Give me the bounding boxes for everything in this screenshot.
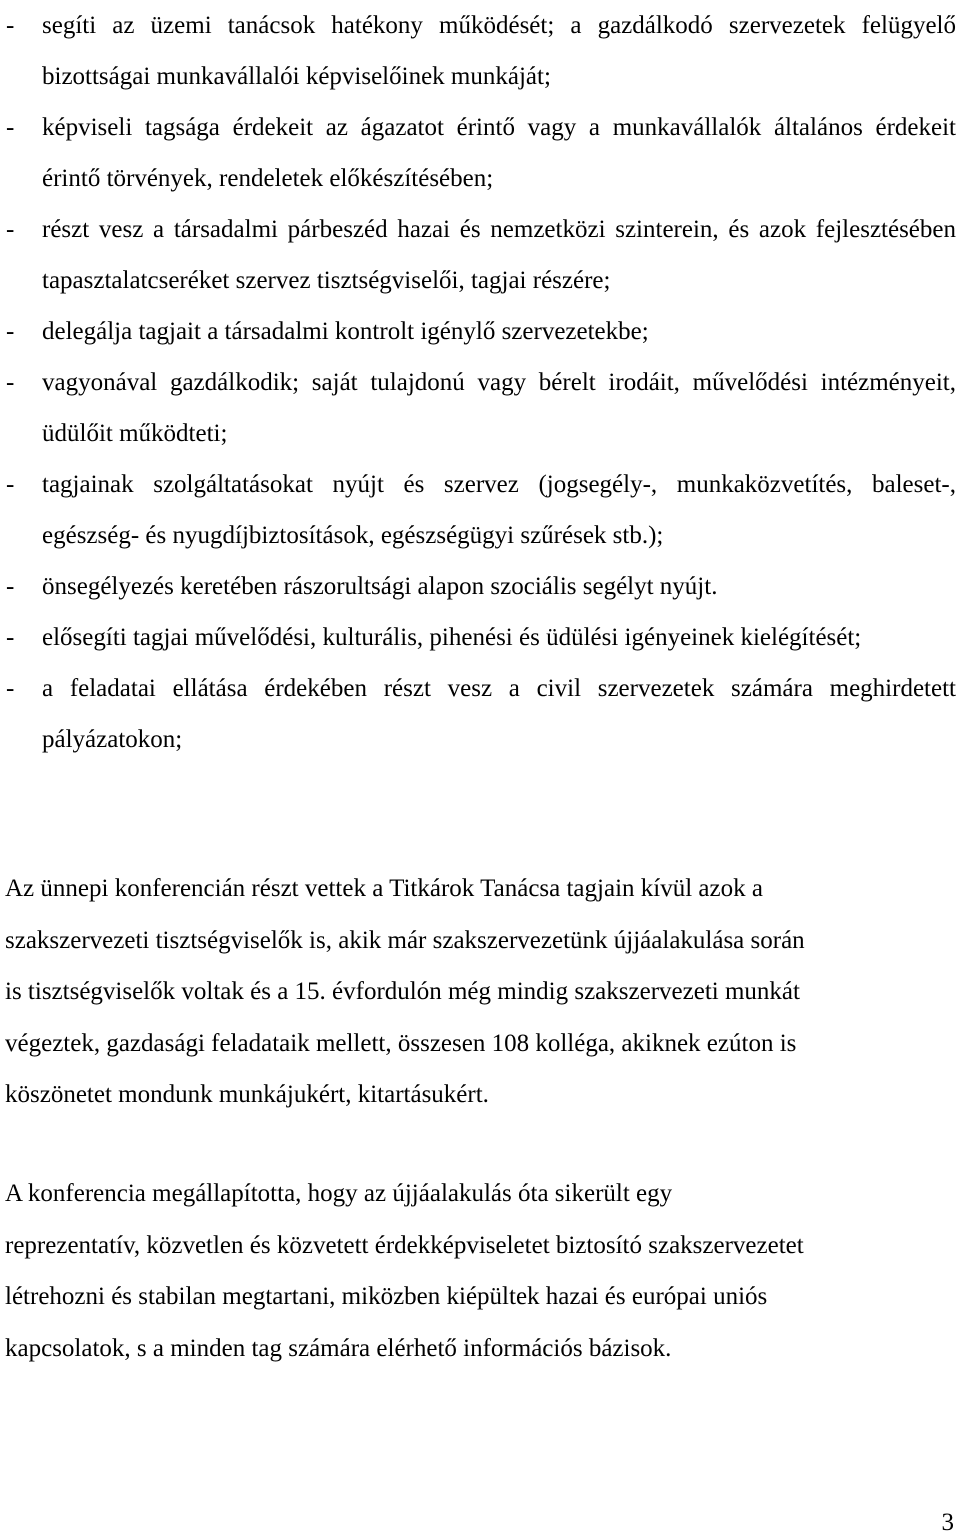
bullet-dash: -: [6, 216, 15, 243]
list-item: [0, 612, 960, 663]
paragraph-line: létrehozni és stabilan megtartani, miközben kiépültek hazai és európai uniós: [5, 1283, 768, 1310]
bullet-text: vagyonával gazdálkodik; saját tulajdonú vagy bérelt irodáit, művelődési intézményeit, üdülőit működteti;: [42, 369, 956, 447]
conference-attendees-paragraph: [5, 863, 955, 1121]
list-item: [0, 204, 960, 306]
paragraph-line: is tisztségviselők voltak és a 15. évfordulón még mindig szakszervezeti munkát: [5, 978, 800, 1005]
list-item: [0, 561, 960, 612]
list-item: [0, 357, 960, 459]
paragraph-line: reprezentatív, közvetlen és közvetett érdekképviseletet biztosító szakszervezetet: [5, 1231, 804, 1259]
bullet-text: segíti az üzemi tanácsok hatékony működését; a gazdálkodó szervezetek felügyelő bizottságai munkavállalói képviselőinek munkáját;: [42, 12, 956, 90]
bullet-text: részt vesz a társadalmi párbeszéd hazai és nemzetközi szinterein, és azok fejlesztésében tapasztalatcseréket szervez tisztségviselői, tagjai részére;: [42, 216, 956, 294]
bullet-dash: -: [6, 573, 15, 600]
bullet-text: a feladatai ellátása érdekében részt vesz a civil szervezetek számára meghirdetett pályázatokon;: [42, 675, 956, 753]
list-item: [0, 663, 960, 765]
bullet-dash: -: [6, 12, 15, 39]
paragraph-line: Az ünnepi konferencián részt vettek a Titkárok Tanácsa tagjain kívül azok a: [5, 875, 763, 902]
paragraph-line: végeztek, gazdasági feladataik mellett, összesen 108 kolléga, akiknek ezúton is: [5, 1029, 797, 1057]
paragraph-line: köszönetet mondunk munkájukért, kitartásukért.: [5, 1081, 489, 1108]
paragraph-line: kapcsolatok, s a minden tag számára elérhető információs bázisok.: [5, 1334, 672, 1362]
bullet-dash: -: [6, 369, 15, 396]
bullet-dash: -: [6, 471, 15, 498]
paragraph-line: szakszervezeti tisztségviselők is, akik már szakszervezetünk újjáalakulása során: [5, 926, 805, 954]
bullet-dash: -: [6, 675, 15, 702]
list-item: [0, 102, 960, 204]
list-item: [0, 306, 960, 357]
paragraph-line: A konferencia megállapította, hogy az újjáalakulás óta sikerült egy: [5, 1180, 673, 1207]
conference-conclusion-paragraph: [5, 1168, 955, 1374]
page-number: 3: [941, 1509, 954, 1536]
bullet-list: [0, 0, 960, 765]
list-item: [0, 0, 960, 102]
bullet-text: delegálja tagjait a társadalmi kontrolt igénylő szervezetekbe;: [42, 318, 649, 345]
bullet-dash: -: [6, 624, 15, 651]
bullet-text: elősegíti tagjai művelődési, kulturális, pihenési és üdülési igényeinek kielégítését;: [42, 624, 862, 651]
list-item: [0, 459, 960, 561]
bullet-dash: -: [6, 318, 15, 345]
bullet-text: önsegélyezés keretében rászorultsági alapon szociális segélyt nyújt.: [42, 573, 718, 600]
bullet-dash: -: [6, 114, 15, 141]
bullet-text: tagjainak szolgáltatásokat nyújt és szervez (jogsegély-, munkaközvetítés, baleset-, egészség- és nyugdíjbiztosítások, egészségügyi szűrések stb.);: [42, 471, 956, 549]
bullet-text: képviseli tagsága érdekeit az ágazatot érintő vagy a munkavállalók általános érdekeit érintő törvények, rendeletek előkészítésében;: [42, 114, 956, 192]
